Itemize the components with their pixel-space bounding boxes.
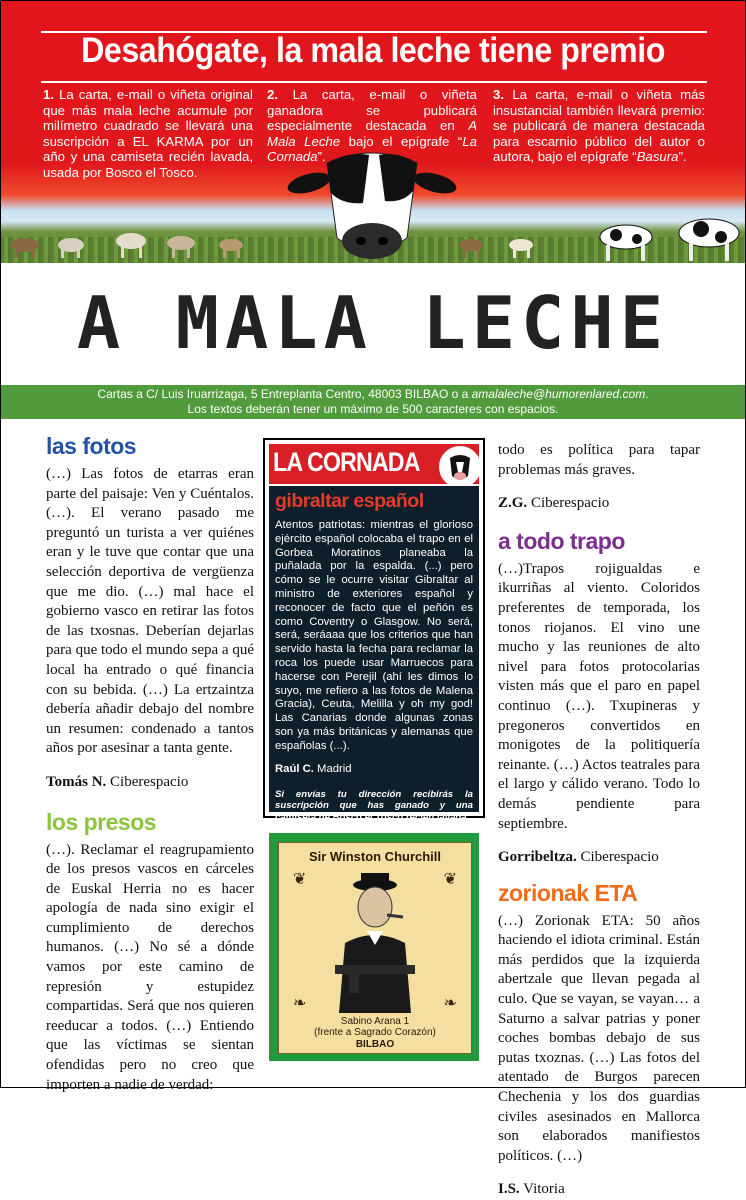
right-column bbox=[498, 441, 700, 1200]
banner-title: Desahógate, la mala leche tiene premio bbox=[81, 31, 665, 70]
contact-bar bbox=[1, 385, 745, 419]
churchill-ad-inner bbox=[278, 842, 472, 1054]
ornament-icon: ❦ bbox=[293, 871, 307, 888]
ornament-icon: ❧ bbox=[293, 995, 307, 1012]
prize-rule-1: 1. La carta, e-mail o viñeta original que más mala leche acumule por milímetro cuadrado se llevará una suscripción a EL KARMA por un año y una camiseta recién lavada, usada por Bosco el Tosco. bbox=[43, 87, 253, 180]
la-cornada-box bbox=[263, 438, 485, 823]
la-cornada-prize-note: Si envías tu dirección recibirás la suscripción que has ganado y una camiseta de Bosco el Tosco recién lavada. bbox=[275, 788, 473, 823]
la-cornada-header bbox=[269, 444, 479, 484]
banner-bottom-rule bbox=[41, 81, 707, 83]
letter-body-fotos: (…) Las fotos de etarras eran parte del paisaje: Ven y Cuéntalos. (…). El verano pasado me preguntó un turista a ver quiénes eran y le tuve que contar que una selección deportiva de vergüenza que me dio. (…) mal hace el gobierno vasco en retirar las fotos de las txosnas. Deberían dejarlas para que todo el mundo sepa a qué local ha entrado o qué financia con su bebida. (…) La ertzaintza debería añadir debajo del nombre un resumen: condenado a tantos años por asesinar a tanta gente. bbox=[46, 466, 254, 757]
letter-heading-presos: los presos bbox=[46, 808, 157, 835]
left-column bbox=[46, 431, 254, 1095]
letter-signature-presos: Z.G. Ciberespacio bbox=[498, 495, 610, 512]
contact-email[interactable]: amalaleche@humorenlared.com bbox=[471, 387, 646, 401]
letter-heading-fotos: las fotos bbox=[46, 433, 137, 459]
letter-heading-trapo: a todo trapo bbox=[498, 527, 625, 554]
contact-line-2: Los textos deberán tener un máximo de 500 caracteres con espacios. bbox=[187, 402, 559, 416]
prize-rule-2: 2. La carta, e-mail o viñeta ganadora se publicará especialmente destacada en A Mala Leche bajo el epígrafe “La Cornada”. bbox=[267, 87, 478, 164]
cow-head-image bbox=[287, 143, 457, 263]
la-cornada-body bbox=[269, 486, 479, 823]
contact-line-1: Cartas a C/ Luis Iruarrizaga, 5 Entreplanta Centro, 48003 BILBAO o a amalaleche@humorenlared.com. bbox=[97, 387, 649, 401]
letter-signature-trapo: Gorribeltza. Ciberespacio bbox=[498, 849, 659, 866]
letter-body-zorionak: (…) Zorionak ETA: 50 años haciendo el idiota criminal. Están más perdidos que la izquierda abertzale que llevan pegada al culo. Que se vayan, se vayan… a Saturno a salvar patrias y poner coches bombas debajo de sus putas txoznas. (…) Las fotos del atentado de Burgos parecen Chechenia y los dos guardias civiles asesinados en Mallorca son elaborados manifiestos políticos. (…) bbox=[498, 912, 700, 1164]
cow-icon bbox=[439, 446, 481, 488]
la-cornada-signature: Raúl C. Madrid bbox=[275, 762, 352, 775]
ornament-icon: ❦ bbox=[443, 871, 457, 888]
churchill-ad-title: Sir Winston Churchill bbox=[308, 849, 442, 864]
la-cornada-subtitle: gibraltar español bbox=[275, 490, 424, 512]
masthead-title: A MALA LECHE bbox=[76, 281, 670, 365]
churchill-portrait-image bbox=[325, 871, 425, 1013]
letter-body-trapo: (…)Trapos rojigualdas e ikurriñas al viento. Coloridos preferentes de temporada, los tonos riojanos. El vino une mucho y las reuniones de alto nivel para fotos protocolarias visten más que el paro en papel continuo (…). Txupineras y pregoneros convertidos en monigotes de la politiquería reinante. (…) Actos teatrales para el largo y cálido verano. Todo lo demás pendiente para septiembre. bbox=[498, 560, 700, 832]
letter-signature-fotos: Tomás N. Ciberespacio bbox=[46, 773, 189, 790]
la-cornada-text: Atentos patriotas: mientras el glorioso ejército español colocaba el trapo en el Gorbea Moratinos planeaba la puñalada por la espalda. (...) pero cómo se le ocurre visitar Gibraltar al ministro de exteriores español y reconocer de facto que el peñón es como Coventry o Glasgow. No será, será, seráaaa que los criterios que han servido hasta la fecha para reclamar la roca los puede usar Marruecos para hacerse con Perejil (ahí les dimos lo suyo, me refiero a las fotos de Malena Gracia), Ceuta, Melilla y oh my god! Las Canarias donde algunas zonas son ya más británicas y alemanas que españolas (...). bbox=[275, 519, 473, 752]
la-cornada-label: LA CORNADA bbox=[273, 447, 420, 477]
contest-banner bbox=[1, 1, 745, 263]
churchill-ad-address: Sabino Arana 1 (frente a Sagrado Corazón) bbox=[314, 1016, 436, 1038]
churchill-ad-city: BILBAO bbox=[355, 1039, 395, 1050]
churchill-ad-card bbox=[269, 833, 479, 1061]
ornament-icon: ❧ bbox=[443, 995, 457, 1012]
letter-signature-zorionak: I.S. Vitoria bbox=[498, 1181, 565, 1198]
letter-body-presos-continued: todo es política para tapar problemas más graves. bbox=[498, 442, 700, 478]
letter-body-presos: (…). Reclamar el reagrupamiento de los presos vascos en cárceles de Euskal Herria no es hacer apología de nada sino exigir el cumplimiento de derechos humanos. (…) No sé a dónde vamos por este camino de represión y estupidez compartidas. Será que nos quieren reeducar a todos. (…) Entiendo que las víctimas se sientan ofendidas pero no creo que importen a nadie de verdad: bbox=[46, 841, 254, 1093]
prize-rule-3: 3. La carta, e-mail o viñeta más insustancial también llevará premio: se publicará de manera destacada para escarnio público del autor o autora, bajo el epígrafe “Basura”. bbox=[493, 87, 705, 164]
letter-heading-zorionak: zorionak ETA bbox=[498, 879, 638, 906]
